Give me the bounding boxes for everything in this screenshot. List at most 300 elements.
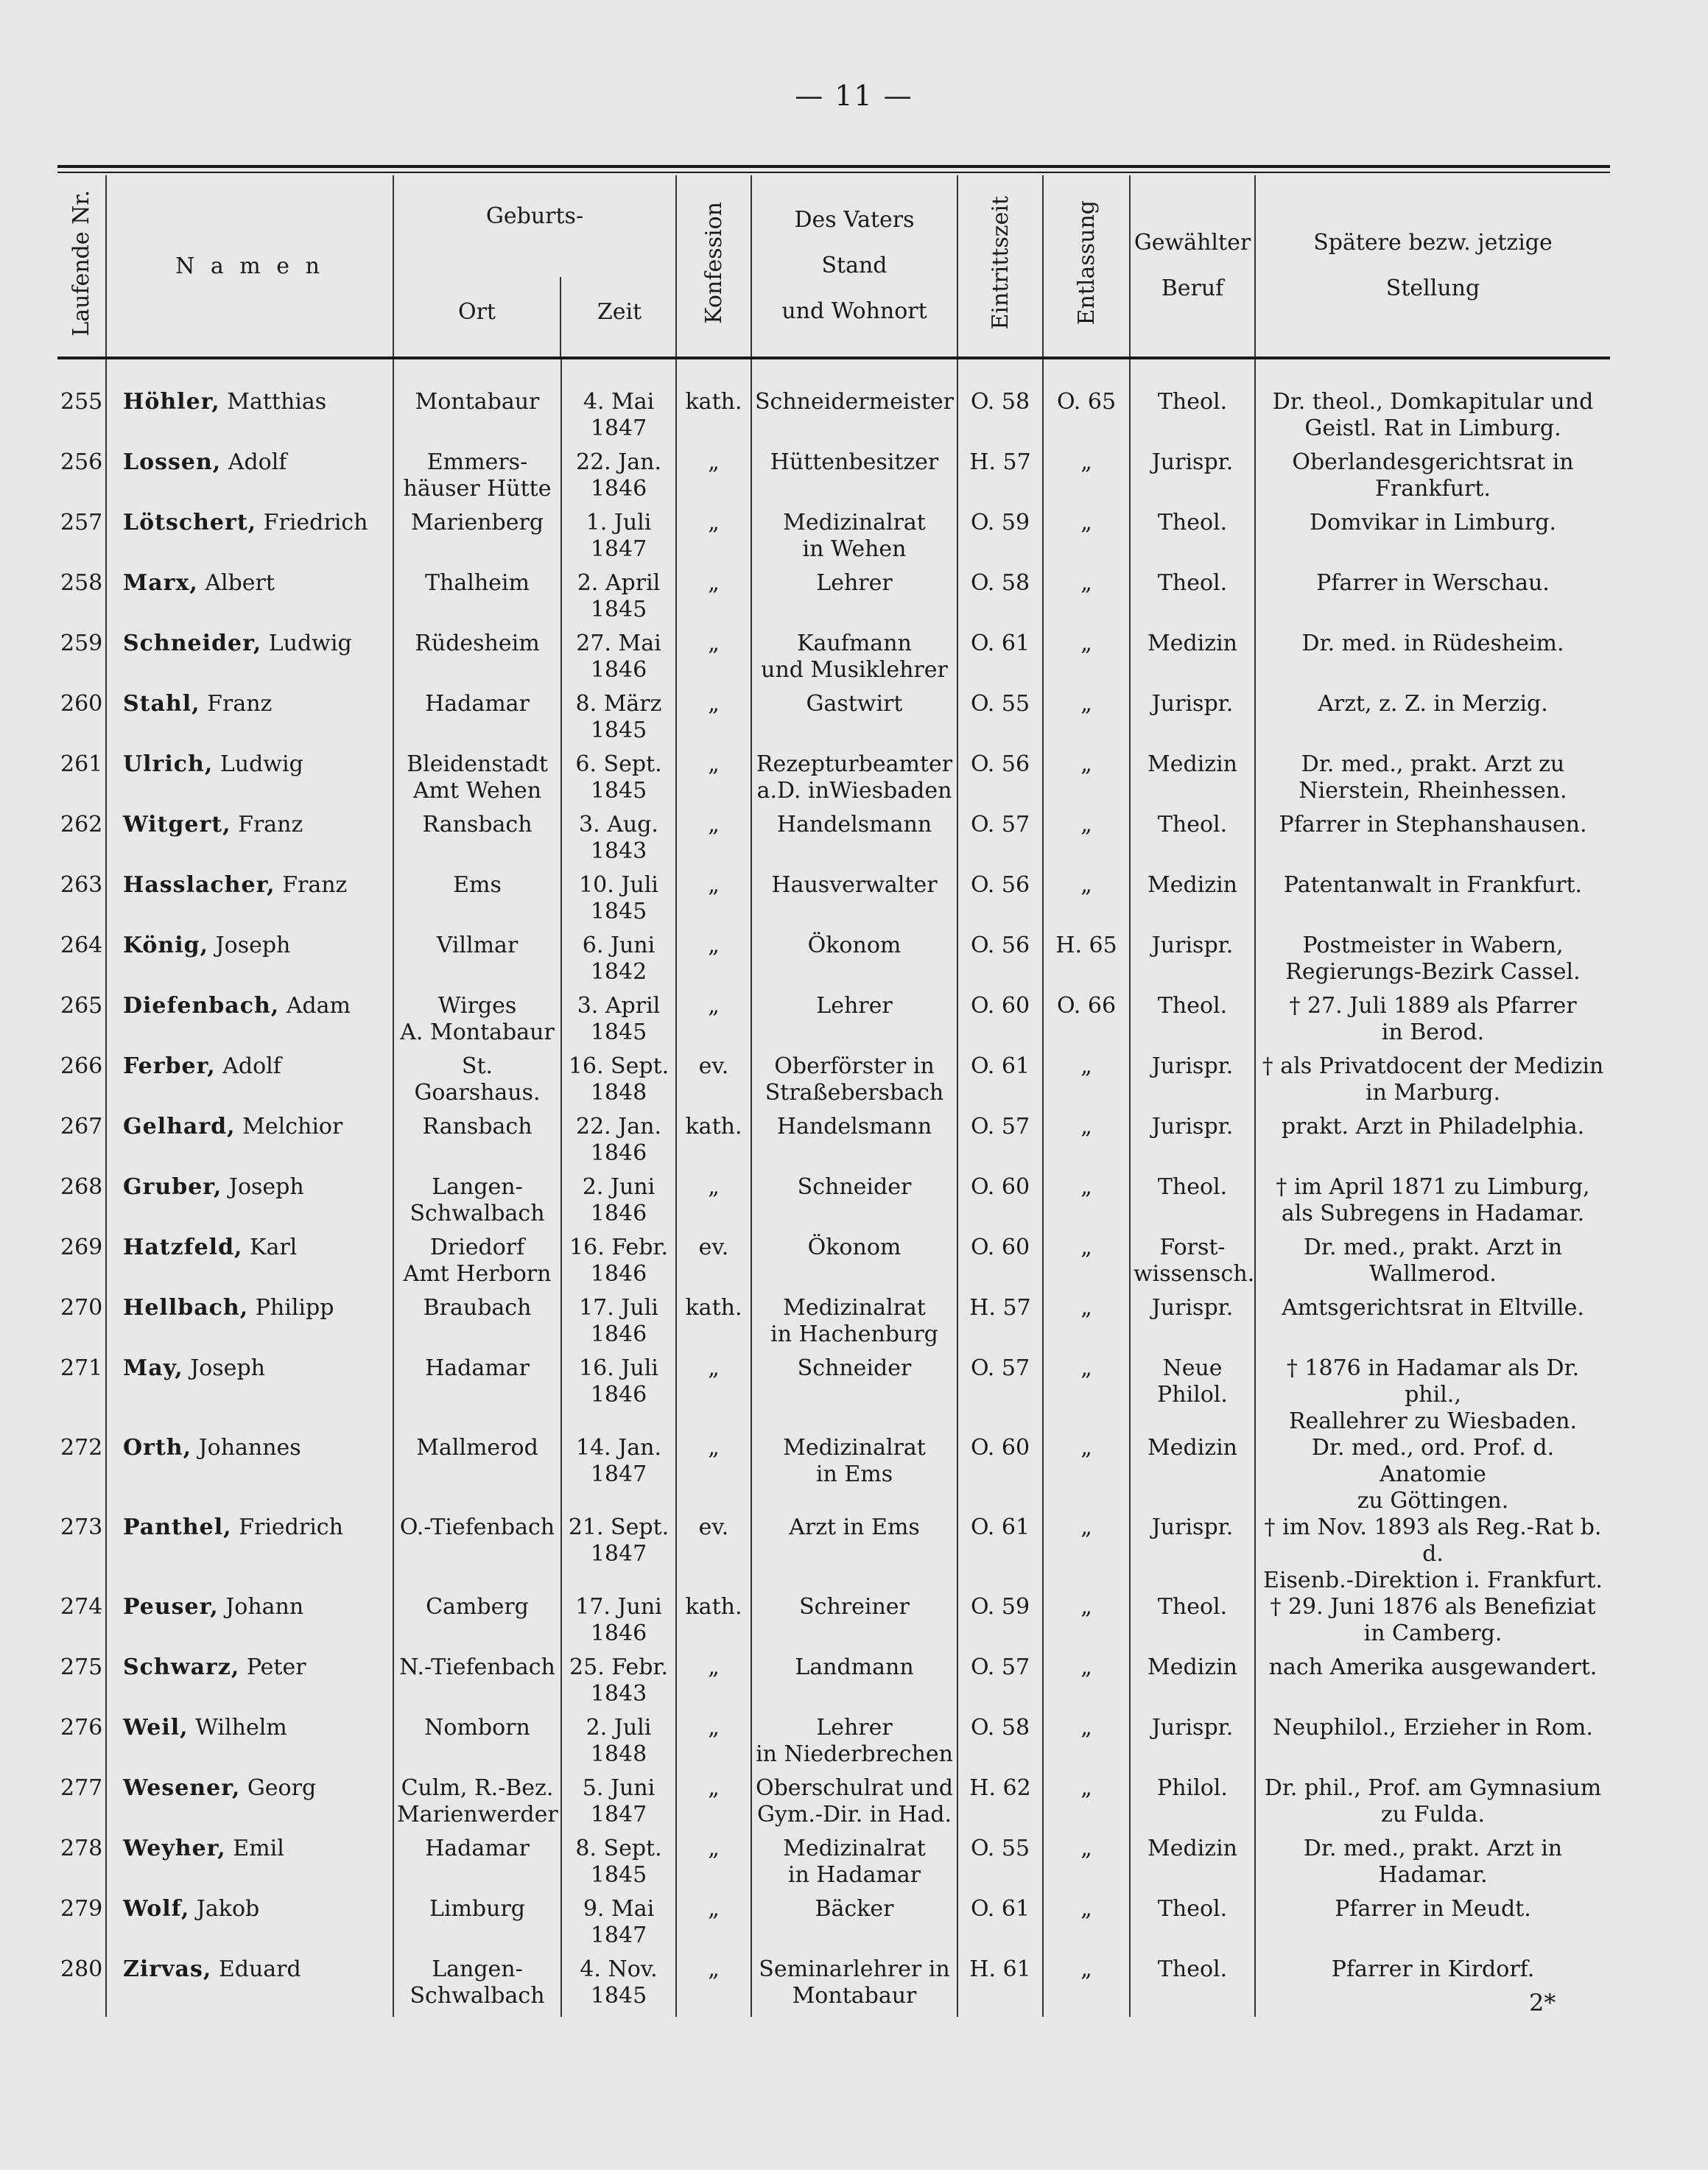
cell-geburtsort-text: Langen- Schwalbach (410, 1174, 545, 1226)
cell-geburtszeit-text: 21. Sept. 1847 (568, 1514, 670, 1567)
cell-name (106, 1896, 393, 1956)
cell-entlassung-text: „ (1080, 1174, 1092, 1200)
cell-konfession-text: „ (708, 1654, 720, 1680)
cell-geburtsort (393, 933, 561, 993)
cell-nr-text: 275 (60, 1654, 103, 1680)
cell-vater (751, 933, 957, 993)
cell-stellung (1255, 1174, 1610, 1235)
cell-eintritt (957, 872, 1043, 933)
cell-geburtsort-text: Hadamar (425, 691, 530, 717)
cell-nr (57, 631, 106, 691)
header-stellung-line1: Spätere bezw. jetzige (1313, 230, 1553, 256)
cell-entlassung (1043, 1435, 1130, 1514)
cell-geburtsort (393, 1715, 561, 1775)
cell-beruf-text: Medizin (1148, 1654, 1237, 1680)
cell-stellung (1255, 1514, 1610, 1594)
given-name: Adolf (228, 449, 287, 475)
header-namen: N a m e n (106, 175, 393, 357)
cell-geburtszeit (561, 1114, 676, 1174)
table-row (57, 751, 1610, 812)
cell-vater (751, 751, 957, 812)
cell-geburtsort (393, 993, 561, 1053)
cell-name (106, 1435, 393, 1514)
given-name: Johannes (198, 1435, 301, 1461)
cell-vater (751, 1514, 957, 1594)
cell-nr-text: 263 (60, 872, 103, 898)
cell-konfession-text: „ (708, 1174, 720, 1200)
cell-geburtsort (393, 751, 561, 812)
cell-geburtszeit (561, 993, 676, 1053)
cell-vater (751, 1956, 957, 2017)
cell-vater-text: Rezepturbeamter a.D. inWiesbaden (756, 751, 953, 804)
cell-geburtszeit (561, 751, 676, 812)
cell-geburtsort-text: Mallmerod (416, 1435, 538, 1461)
cell-geburtsort (393, 389, 561, 449)
cell-beruf (1130, 631, 1255, 691)
cell-eintritt-text: H. 62 (969, 1775, 1031, 1801)
surname: Stahl, (123, 691, 200, 717)
cell-konfession (676, 449, 751, 510)
cell-eintritt (957, 1715, 1043, 1775)
cell-geburtszeit-text: 16. Sept. 1848 (568, 1053, 670, 1106)
cell-konfession-text: „ (708, 1836, 720, 1861)
cell-nr (57, 872, 106, 933)
cell-beruf-text: Medizin (1148, 631, 1237, 656)
cell-konfession (676, 1053, 751, 1114)
cell-stellung-text: Neuphilol., Erzieher in Rom. (1273, 1715, 1593, 1741)
cell-beruf-text: Neue Philol. (1157, 1355, 1228, 1408)
surname: Gelhard, (123, 1114, 236, 1140)
cell-vater-text: Hüttenbesitzer (770, 449, 939, 475)
cell-geburtsort (393, 1654, 561, 1715)
cell-vater (751, 389, 957, 449)
cell-geburtsort-text: Rüdesheim (415, 631, 540, 656)
cell-entlassung-text: „ (1080, 1355, 1092, 1381)
given-name: Albert (205, 570, 275, 596)
cell-vater (751, 1355, 957, 1435)
cell-name (106, 933, 393, 993)
given-name: Jakob (196, 1896, 260, 1922)
table-row (57, 1594, 1610, 1654)
cell-name (106, 993, 393, 1053)
cell-vater-text: Lehrer in Niederbrechen (756, 1715, 953, 1767)
cell-nr (57, 993, 106, 1053)
cell-konfession-text: kath. (685, 1594, 742, 1620)
cell-geburtszeit-text: 6. Sept. 1845 (575, 751, 662, 804)
cell-nr-text: 279 (60, 1896, 103, 1922)
cell-name (106, 449, 393, 510)
cell-entlassung (1043, 1174, 1130, 1235)
cell-stellung (1255, 1053, 1610, 1114)
geburts-divider (560, 277, 561, 357)
cell-entlassung (1043, 872, 1130, 933)
cell-stellung-text: Domvikar in Limburg. (1309, 510, 1557, 536)
cell-konfession (676, 1435, 751, 1514)
cell-nr (57, 1715, 106, 1775)
cell-konfession-text: kath. (685, 1114, 742, 1140)
cell-geburtsort (393, 1435, 561, 1514)
cell-entlassung (1043, 933, 1130, 993)
cell-eintritt-text: O. 57 (970, 1114, 1030, 1140)
cell-beruf-text: Theol. (1157, 510, 1228, 536)
cell-geburtsort-text: Montabaur (415, 389, 540, 415)
surname: Weyher, (123, 1836, 226, 1861)
table-row (57, 449, 1610, 510)
cell-geburtszeit (561, 1174, 676, 1235)
table-row (57, 1053, 1610, 1114)
cell-geburtsort (393, 1956, 561, 2017)
top-rule (57, 165, 1610, 168)
cell-beruf (1130, 1654, 1255, 1715)
cell-geburtszeit (561, 1514, 676, 1594)
given-name: Peter (246, 1654, 306, 1680)
cell-konfession (676, 570, 751, 631)
header-vater-line1: Des Vaters (794, 207, 915, 233)
cell-entlassung (1043, 1896, 1130, 1956)
table-row (57, 933, 1610, 993)
cell-nr (57, 691, 106, 751)
surname: Panthel, (123, 1514, 232, 1540)
cell-vater (751, 1836, 957, 1896)
cell-geburtszeit-text: 16. Febr. 1846 (569, 1235, 668, 1287)
surname: Gruber, (123, 1174, 222, 1200)
cell-name (106, 812, 393, 872)
cell-konfession-text: „ (708, 691, 720, 717)
given-name: Karl (250, 1235, 298, 1260)
cell-geburtsort (393, 1174, 561, 1235)
cell-konfession (676, 751, 751, 812)
cell-beruf (1130, 751, 1255, 812)
surname: Weil, (123, 1715, 189, 1741)
cell-konfession-text: „ (708, 631, 720, 656)
cell-vater-text: Schneider (797, 1174, 912, 1200)
cell-geburtszeit-text: 3. April 1845 (577, 993, 661, 1045)
cell-entlassung (1043, 1514, 1130, 1594)
cell-konfession (676, 1235, 751, 1295)
cell-entlassung (1043, 993, 1130, 1053)
cell-nr (57, 933, 106, 993)
cell-vater (751, 1053, 957, 1114)
header-entlassung: Entlassung (1043, 175, 1130, 357)
cell-eintritt-text: O. 61 (970, 1896, 1030, 1922)
cell-eintritt (957, 1896, 1043, 1956)
cell-geburtsort-text: Hadamar (425, 1836, 530, 1861)
cell-geburtszeit (561, 812, 676, 872)
cell-geburtsort (393, 812, 561, 872)
cell-entlassung-text: „ (1080, 510, 1092, 536)
cell-konfession (676, 1594, 751, 1654)
cell-konfession (676, 1514, 751, 1594)
cell-name (106, 1594, 393, 1654)
cell-nr-text: 274 (60, 1594, 103, 1620)
cell-eintritt-text: H. 61 (969, 1956, 1031, 1982)
cell-entlassung (1043, 751, 1130, 812)
cell-geburtsort-text: Marienberg (410, 510, 544, 536)
cell-entlassung (1043, 1295, 1130, 1355)
cell-entlassung (1043, 1956, 1130, 2017)
cell-eintritt (957, 993, 1043, 1053)
table-row (57, 1114, 1610, 1174)
cell-vater-text: Hausverwalter (771, 872, 938, 898)
cell-geburtsort (393, 1355, 561, 1435)
cell-beruf-text: Theol. (1157, 570, 1228, 596)
cell-stellung (1255, 1435, 1610, 1514)
cell-stellung (1255, 812, 1610, 872)
given-name: Melchior (242, 1114, 343, 1140)
cell-beruf (1130, 570, 1255, 631)
cell-name (106, 1775, 393, 1836)
cell-beruf (1130, 1956, 1255, 2017)
cell-nr-text: 262 (60, 812, 103, 838)
cell-beruf (1130, 993, 1255, 1053)
cell-name (106, 510, 393, 570)
given-name: Franz (238, 812, 303, 838)
cell-name (106, 570, 393, 631)
cell-nr (57, 812, 106, 872)
cell-stellung-text: Dr. med., prakt. Arzt in Wallmerod. (1303, 1235, 1563, 1287)
cell-konfession-text: „ (708, 570, 720, 596)
table-row (57, 812, 1610, 872)
cell-entlassung (1043, 1355, 1130, 1435)
cell-entlassung (1043, 1836, 1130, 1896)
cell-geburtsort-text: Emmers- häuser Hütte (403, 449, 552, 502)
cell-eintritt (957, 1053, 1043, 1114)
cell-stellung-text: Dr. phil., Prof. am Gymnasium zu Fulda. (1264, 1775, 1602, 1827)
cell-vater (751, 449, 957, 510)
cell-konfession-text: „ (708, 1435, 720, 1461)
cell-beruf (1130, 1355, 1255, 1435)
cell-nr-text: 255 (60, 389, 103, 415)
cell-stellung (1255, 1654, 1610, 1715)
header-vater-line3: und Wohnort (781, 298, 927, 324)
spacer-row (57, 357, 1610, 389)
cell-geburtszeit (561, 872, 676, 933)
cell-beruf-text: Medizin (1148, 872, 1237, 898)
cell-vater (751, 1295, 957, 1355)
cell-beruf-text: Theol. (1157, 389, 1228, 415)
cell-eintritt (957, 1956, 1043, 2017)
cell-eintritt-text: O. 58 (970, 570, 1030, 596)
cell-stellung (1255, 389, 1610, 449)
cell-vater-text: Medizinalrat in Hachenburg (770, 1295, 938, 1347)
cell-nr (57, 1956, 106, 2017)
cell-vater-text: Seminarlehrer in Montabaur (759, 1956, 950, 2009)
cell-vater-text: Schreiner (799, 1594, 910, 1620)
table-row (57, 1435, 1610, 1514)
cell-entlassung-text: „ (1080, 1295, 1092, 1321)
cell-nr-text: 280 (60, 1956, 103, 1982)
table-row (57, 1654, 1610, 1715)
cell-stellung-text: † im Nov. 1893 als Reg.-Rat b. d. Eisenb.-Direktion i. Frankfurt. (1263, 1514, 1603, 1593)
cell-name (106, 389, 393, 449)
cell-stellung-text: Patentanwalt in Frankfurt. (1283, 872, 1583, 898)
cell-geburtsort (393, 1594, 561, 1654)
cell-entlassung-text: „ (1080, 1956, 1092, 1982)
cell-konfession (676, 1174, 751, 1235)
cell-beruf (1130, 872, 1255, 933)
cell-entlassung-text: „ (1080, 1514, 1092, 1540)
surname: Orth, (123, 1435, 192, 1461)
cell-vater-text: Arzt in Ems (789, 1514, 920, 1540)
surname: Hatzfeld, (123, 1235, 243, 1260)
cell-beruf (1130, 510, 1255, 570)
cell-eintritt-text: O. 57 (970, 1654, 1030, 1680)
cell-stellung (1255, 933, 1610, 993)
cell-nr (57, 1435, 106, 1514)
cell-konfession-text: „ (708, 872, 720, 898)
cell-eintritt (957, 631, 1043, 691)
cell-geburtsort (393, 1836, 561, 1896)
cell-geburtszeit (561, 510, 676, 570)
header-beruf (1130, 175, 1255, 357)
cell-entlassung (1043, 1715, 1130, 1775)
cell-entlassung-text: „ (1080, 1594, 1092, 1620)
cell-geburtszeit (561, 449, 676, 510)
given-name: Joseph (190, 1355, 265, 1381)
cell-geburtszeit (561, 1654, 676, 1715)
cell-geburtszeit (561, 1355, 676, 1435)
header-beruf-line1: Gewählter (1134, 230, 1251, 256)
cell-eintritt-text: O. 61 (970, 1514, 1030, 1540)
cell-stellung-text: Pfarrer in Meudt. (1335, 1896, 1531, 1922)
cell-geburtszeit (561, 1836, 676, 1896)
cell-eintritt (957, 1514, 1043, 1594)
surname: Lötschert, (123, 510, 257, 536)
cell-konfession-text: ev. (698, 1235, 729, 1260)
cell-beruf-text: Medizin (1148, 1836, 1237, 1861)
cell-beruf-text: Theol. (1157, 812, 1228, 838)
cell-name (106, 1355, 393, 1435)
cell-beruf (1130, 1174, 1255, 1235)
cell-vater-text: Handelsmann (776, 812, 932, 838)
cell-nr-text: 277 (60, 1775, 103, 1801)
cell-geburtsort-text: Villmar (436, 933, 519, 958)
cell-eintritt-text: O. 60 (970, 1235, 1030, 1260)
cell-nr (57, 1235, 106, 1295)
cell-geburtszeit-text: 22. Jan. 1846 (575, 1114, 661, 1166)
surname: König, (123, 933, 209, 958)
cell-entlassung-text: „ (1080, 812, 1092, 838)
cell-eintritt (957, 1114, 1043, 1174)
cell-entlassung-text: „ (1080, 1235, 1092, 1260)
cell-beruf (1130, 1053, 1255, 1114)
cell-entlassung (1043, 1053, 1130, 1114)
cell-eintritt-text: O. 60 (970, 1435, 1030, 1461)
cell-beruf-text: Jurispr. (1151, 691, 1234, 717)
header-bottom-rule (57, 357, 1610, 359)
cell-konfession (676, 1836, 751, 1896)
cell-entlassung-text: „ (1080, 1715, 1092, 1741)
cell-geburtsort (393, 1235, 561, 1295)
given-name: Johann (225, 1594, 304, 1620)
cell-nr-text: 259 (60, 631, 103, 656)
cell-geburtszeit-text: 9. Mai 1847 (583, 1896, 655, 1948)
cell-stellung (1255, 1114, 1610, 1174)
cell-name (106, 1114, 393, 1174)
cell-konfession (676, 933, 751, 993)
cell-vater (751, 570, 957, 631)
header-stellung (1255, 175, 1610, 357)
cell-name (106, 1836, 393, 1896)
cell-entlassung-text: „ (1080, 872, 1092, 898)
cell-name (106, 1174, 393, 1235)
cell-entlassung (1043, 1235, 1130, 1295)
cell-entlassung-text: „ (1080, 691, 1092, 717)
cell-stellung-text: Pfarrer in Kirdorf. (1331, 1956, 1535, 1982)
cell-vater-text: Bäcker (815, 1896, 894, 1922)
cell-geburtsort-text: Nomborn (424, 1715, 530, 1741)
cell-nr-text: 268 (60, 1174, 103, 1200)
cell-vater-text: Oberschulrat und Gym.-Dir. in Had. (756, 1775, 953, 1827)
cell-stellung (1255, 691, 1610, 751)
cell-name (106, 691, 393, 751)
cell-eintritt (957, 933, 1043, 993)
given-name: Friedrich (263, 510, 368, 536)
cell-konfession-text: „ (708, 1715, 720, 1741)
register-body (57, 357, 1610, 2017)
cell-vater (751, 631, 957, 691)
cell-vater (751, 1775, 957, 1836)
cell-konfession (676, 872, 751, 933)
cell-beruf-text: Theol. (1157, 1956, 1228, 1982)
cell-entlassung-text: „ (1080, 1654, 1092, 1680)
cell-geburtszeit-text: 25. Febr. 1843 (569, 1654, 668, 1707)
cell-beruf-text: Jurispr. (1151, 1053, 1234, 1079)
cell-vater (751, 1715, 957, 1775)
surname: Hasslacher, (123, 872, 275, 898)
cell-eintritt (957, 449, 1043, 510)
table-row (57, 1174, 1610, 1235)
cell-geburtszeit (561, 1594, 676, 1654)
cell-stellung (1255, 1235, 1610, 1295)
cell-konfession (676, 631, 751, 691)
surname: Wolf, (123, 1896, 190, 1922)
cell-geburtszeit-text: 17. Juni 1846 (575, 1594, 662, 1646)
cell-vater (751, 1594, 957, 1654)
header-konfession: Konfession (676, 175, 751, 357)
given-name: Franz (282, 872, 348, 898)
table-row (57, 1896, 1610, 1956)
cell-eintritt (957, 389, 1043, 449)
given-name: Ludwig (219, 751, 303, 777)
cell-entlassung (1043, 389, 1130, 449)
cell-eintritt (957, 570, 1043, 631)
header-ort: Ort (458, 299, 496, 325)
cell-entlassung-text: „ (1080, 1775, 1092, 1801)
cell-konfession-text: „ (708, 1775, 720, 1801)
cell-konfession (676, 691, 751, 751)
cell-vater (751, 872, 957, 933)
table-row (57, 993, 1610, 1053)
cell-vater (751, 510, 957, 570)
cell-vater-text: Kaufmann und Musiklehrer (761, 631, 948, 683)
cell-stellung (1255, 1775, 1610, 1836)
cell-vater-text: Lehrer (816, 570, 893, 596)
cell-vater-text: Gastwirt (806, 691, 903, 717)
cell-geburtszeit-text: 14. Jan. 1847 (575, 1435, 661, 1487)
cell-stellung-text: Dr. med., ord. Prof. d. Anatomie zu Göttingen. (1311, 1435, 1555, 1514)
cell-geburtsort (393, 1514, 561, 1594)
cell-nr (57, 1514, 106, 1594)
header-stellung-line2: Stellung (1385, 275, 1480, 301)
table-row (57, 1295, 1610, 1355)
cell-geburtszeit (561, 631, 676, 691)
cell-geburtsort-text: Bleidenstadt Amt Wehen (407, 751, 548, 804)
cell-nr (57, 1775, 106, 1836)
cell-vater-text: Medizinalrat in Hadamar (783, 1836, 926, 1888)
cell-vater-text: Ökonom (807, 933, 902, 958)
cell-stellung-text: prakt. Arzt in Philadelphia. (1281, 1114, 1585, 1140)
